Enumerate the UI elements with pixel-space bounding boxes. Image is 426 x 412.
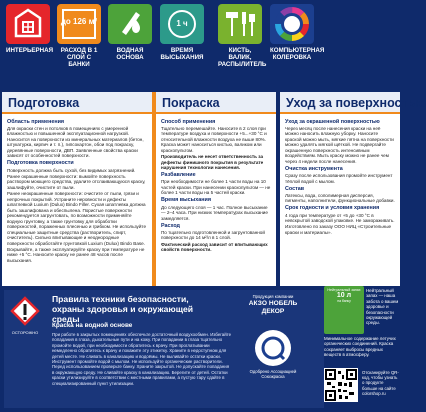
hazard-caption: ОСТОРОЖНО	[11, 330, 39, 335]
feature-water	[108, 4, 152, 66]
care-body	[280, 114, 400, 238]
qr-text: Отсканируйте QR-код, чтобы узнать о продукте больше на сайте colorshop.ru	[362, 370, 399, 396]
association-badge-icon	[255, 330, 291, 366]
drying-time-icon	[160, 4, 204, 44]
qr-code-icon[interactable]	[324, 368, 358, 402]
paint-drying-text: До следующего слоя — 1 час. Полное высыхание — 2–4 часа. При низких температурах высыхание замедляется.	[161, 204, 268, 221]
care-title: Уход за поверхностью	[286, 96, 426, 110]
care-tools-text: Сразу после использования промойте инструмент тёплой водой с мылом.	[285, 173, 393, 184]
paint-drying-title: Время высыхания	[161, 197, 211, 204]
eco-block	[324, 286, 400, 408]
water-based-title: Краска на водной основе	[52, 322, 133, 329]
feature-coverage-caption: РАСХОД В 1 СЛОЙ С БАНКИ	[60, 47, 98, 68]
care-manufacturer-text: Изготовлено по заказу ООО НИЦ «Строительные краски и материалы».	[285, 224, 392, 235]
prep-unpainted-text: Ранее неокрашенные поверхности: очистите от пыли, грязи и непрочных покрытий. Устраните неровности и дефекты шпатлевкой Luxium (Dulux) Bindo Filler. Сухая шпатлевка должна быть зашлифована и обеспылена. Пористые поверхности рекомендуется загрунтовать, по возможности применяйте водную грунтовку, а также грунтовку для обработки поверхностей, пораженных плесенью и грибком. Не используйте специальные защитные средства (растворитель, спирт, очиститель). Сильно впитывающие и неоднородные поверхности обработайте грунтовкой Luxium (Dulux) Bindo Base.	[7, 191, 147, 246]
water-base-icon	[108, 4, 152, 44]
color-wheel-icon	[270, 4, 314, 44]
care-column	[280, 92, 426, 286]
feature-tinting	[270, 4, 325, 66]
interior-house-icon	[6, 4, 50, 44]
paint-dilution-title: Разбавление	[161, 172, 196, 179]
eco-badge-l1: Нейтральный запах	[327, 288, 361, 292]
safety-title: Правила техники безопасности, охраны здоровья и окружающей среды	[52, 294, 194, 324]
feature-drying	[160, 4, 204, 66]
care-composition-title: Состав	[285, 185, 305, 192]
painting-header	[156, 92, 276, 114]
paint-method-title: Способ применения	[161, 118, 216, 125]
feature-water-caption: ВОДНАЯ ОСНОВА	[116, 47, 144, 61]
eco-badge-l2: 10 л	[336, 292, 352, 299]
care-shelf-title: Срок годности и условия хранения	[285, 205, 380, 212]
prep-usage-text: Для окраски стен и потолков в помещениях с умеренной влажностью и повышенной эксплуатационной нагрузкой. Наносится на поверхности из минеральных материалов (бетон, штукатурка, кирпич и т. п.), гипсокартон, обои под покраску, деревянные поверхности, ДВП. Заявленные свойства краски зависят от особенностей поверхности.	[7, 125, 144, 159]
care-shelf-text: 4 года при температуре от +5 до +30 °C в невскрытой заводской упаковке. Не замораживать.	[285, 212, 395, 224]
prep-usage-title: Область применения	[7, 118, 65, 125]
feature-drying-caption: ВРЕМЯ ВЫСЫХАНИЯ	[160, 47, 204, 61]
coverage-area-icon	[57, 4, 101, 44]
preparation-header	[2, 92, 152, 114]
preparation-title: Подготовка	[8, 96, 80, 110]
coverage-value: до 126 м²	[60, 17, 98, 26]
preparation-body	[2, 114, 152, 266]
tools-icon	[218, 4, 262, 44]
feature-tools	[218, 4, 267, 68]
eco-badge-l3: на банку	[337, 299, 351, 303]
paint-consumption-title: Расход	[161, 222, 180, 229]
prep-temp-text: Вскрывайте, а также эксплуатируйте краску при температуре не ниже +5 °C. Наносите краску не ранее 48 часов после высыхания.	[7, 246, 145, 263]
akzo-approved: Одобрено Ассоциацией Союзкраска	[249, 369, 297, 379]
prep-surface-text: Поверхность должна быть сухой, без видимых загрязнений.	[7, 167, 136, 173]
paint-dilution-text: При необходимости не более 1 части воды на 10 частей краски. При нанесении краскопультом — не более 1 части воды на 5 частей краски.	[161, 179, 271, 196]
preparation-column	[2, 92, 152, 286]
painting-body	[156, 114, 276, 256]
care-header	[280, 92, 426, 114]
feature-tools-caption: КИСТЬ, ВАЛИК, РАСПЫЛИТЕЛЬ	[218, 47, 267, 68]
care-composition-text: Латексы, вода, сополимерная дисперсия, пигменты, наполнители, функциональные добавки.	[285, 192, 395, 204]
drying-value: 1 ч	[176, 19, 188, 28]
paint-consumption-text: По тщательно подготовленной и загрунтованной поверхности до 14 м²/л в 1 слой.	[161, 229, 265, 241]
feature-interior-caption: ИНТЕРЬЕРНАЯ	[6, 47, 54, 54]
safety-box	[4, 290, 324, 408]
paint-method-text: Тщательно перемешайте. Наносите в 2 слоя при температуре воздуха и поверхности +5...+30 °C и относительной влажности воздуха не выше 80%. Краска может наноситься кистью, валиком или краскопультом.	[161, 125, 267, 153]
care-surface-text: Через месяц после нанесения краски на неё можно наносить влажную уборку. Наносите краской можно мыть, мягкие пятна на поверхности можно удалять мягкой щёткой. Не подвергайте окрашенную поверхность интенсивным воздействиям. Мыть краску можно не ранее чем через 4 недели после нанесения.	[285, 125, 394, 164]
safety-text: При работе в закрытых помещениях обеспечьте достаточный воздухообмен. Избегайте попадания в глаза, дыхательные пути и на кожу. При попадании в глаза тщательно промойте водой, при необходимости обратитесь к врачу. При проглатывании немедленно обратитесь к врачу и покажите эту этикетку. Храните в недоступном для детей месте. Не сливать в канализацию и водоёмы. Не выливайте остатки краски. Инструмент промойте водой с мылом. Не используйте органические растворители. Перед использованием проверьте банку. Храните закрытой. Не допускайте попадания в окружающую среду. Не сливайте краску в канализацию. Берегите от детей. Остатки краски утилизируйте в соответствии с местными правилами, а пустую тару сдайте в специализированный пункт утилизации.	[52, 332, 232, 386]
feature-icons-row	[0, 0, 400, 88]
akzo-label: Продукция компании	[252, 294, 294, 299]
feature-tinting-caption: КОМПЬЮТЕРНАЯ КОЛЕРОВКА	[270, 47, 325, 61]
care-tools-title: Очистка инструмента	[285, 165, 343, 172]
prep-painted-text: Ранее окрашенные поверхности: вымойте поверхность раствором моющего средства, удалите отслаивающуюся краску, зашлифуйте, очистите от пыли.	[7, 173, 146, 190]
bottom-section	[0, 286, 400, 412]
feature-coverage	[57, 4, 101, 66]
care-surface-title: Уход за окрашенной поверхностью	[285, 118, 380, 125]
hazard-icon	[10, 296, 40, 330]
feature-interior	[6, 4, 54, 66]
paint-actual-text: Фактический расход зависит от впитывающих свойств поверхности.	[161, 241, 268, 253]
prep-surface-title: Подготовка поверхности	[7, 160, 74, 167]
painting-title: Покраска	[162, 96, 220, 110]
akzo-name: АКЗО НОБЕЛЬ ДЕКОР	[248, 300, 298, 315]
eco-text: Нейтральный запах — наша забота о вашем здоровье и безопасности окружающей среды.	[366, 288, 399, 326]
eco-text2: Минимальное содержание летучих органических соединений. Краска сохраняет выбросы вредных веществ в атмосферу.	[324, 336, 396, 358]
paint-liability-text: Производитель не несет ответственность за дефекты финишного покрытия в результате нарушения технологии нанесения.	[161, 154, 264, 171]
akzo-block	[244, 294, 302, 402]
painting-column	[156, 92, 276, 286]
